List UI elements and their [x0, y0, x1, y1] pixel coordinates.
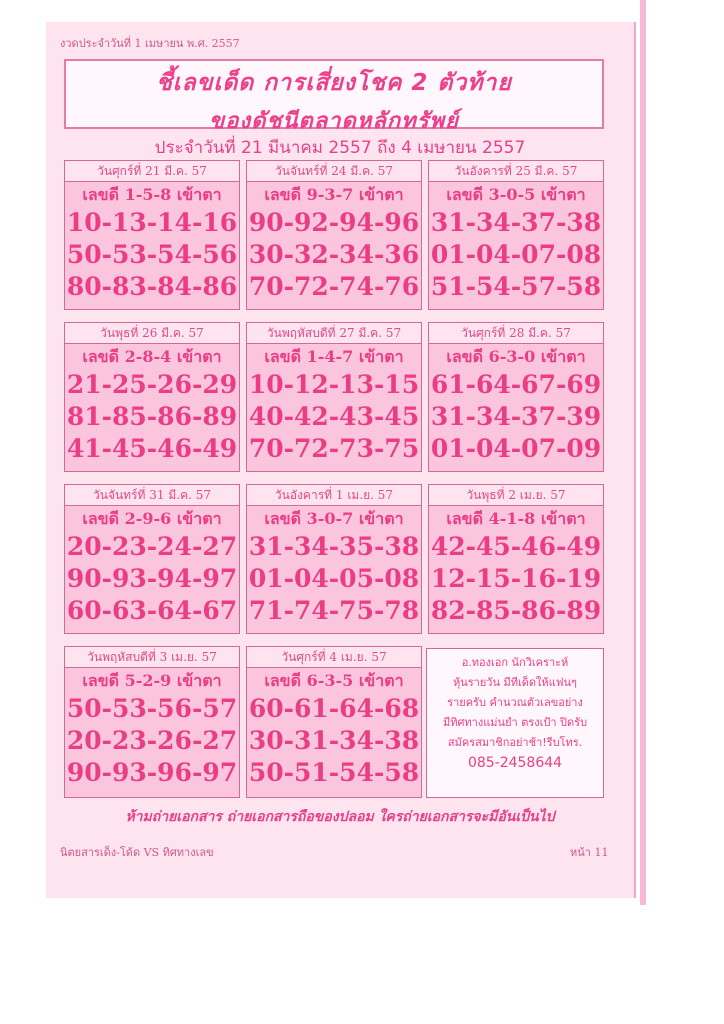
- number-row: 31-34-37-39: [430, 402, 602, 431]
- cell-date: วันพุธที่ 2 เม.ย. 57: [429, 485, 603, 506]
- forecast-cell: [428, 322, 604, 472]
- number-row: 31-34-37-38: [430, 208, 602, 237]
- number-row: 01-04-05-08: [248, 564, 420, 593]
- number-row: 42-45-46-49: [430, 532, 602, 561]
- cell-lead: เลขดี 4-1-8 เข้าตา: [446, 509, 586, 528]
- number-row: 01-04-07-09: [430, 434, 602, 463]
- number-row: 20-23-26-27: [66, 726, 238, 755]
- title-line-1: ชี้เลขเด็ด การเสี่ยงโชค 2 ตัวท้าย: [156, 70, 512, 96]
- number-row: 12-15-16-19: [430, 564, 602, 593]
- cell-date: วันพฤหัสบดีที่ 3 เม.ย. 57: [65, 647, 239, 668]
- cell-lead: เลขดี 6-3-0 เข้าตา: [446, 347, 586, 366]
- cell-date: วันศุกร์ที่ 28 มี.ค. 57: [429, 323, 603, 344]
- number-row: 90-93-96-97: [66, 758, 238, 787]
- number-row: 81-85-86-89: [66, 402, 238, 431]
- number-row: 30-31-34-38: [248, 726, 420, 755]
- page-edge: [640, 0, 646, 905]
- page-number: หน้า 11: [570, 846, 609, 859]
- number-row: 70-72-73-75: [248, 434, 420, 463]
- number-row: 60-63-64-67: [66, 596, 238, 625]
- info-line: หุ้นรายวัน มีทีเด็ดให้แฟนๆ: [453, 676, 577, 689]
- number-row: 90-93-94-97: [66, 564, 238, 593]
- number-row: 41-45-46-49: [66, 434, 238, 463]
- number-row: 30-32-34-36: [248, 240, 420, 269]
- title-box: [64, 59, 604, 134]
- cell-lead: เลขดี 9-3-7 เข้าตา: [264, 185, 404, 204]
- info-line: มีทิศทางแม่นยำ ตรงเป้า ปิดรับ: [442, 716, 588, 729]
- cell-date: วันศุกร์ที่ 4 เม.ย. 57: [247, 647, 421, 668]
- cell-lead: เลขดี 1-4-7 เข้าตา: [264, 347, 404, 366]
- cell-lead: เลขดี 1-5-8 เข้าตา: [82, 185, 222, 204]
- copy-warning: ห้ามถ่ายเอกสาร ถ่ายเอกสารถือของปลอม ใครถ่ายเอกสารจะมีอันเป็นไป: [125, 809, 555, 825]
- cell-lead: เลขดี 5-2-9 เข้าตา: [82, 671, 222, 690]
- number-row: 70-72-74-76: [248, 272, 420, 301]
- cell-date: วันจันทร์ที่ 24 มี.ค. 57: [247, 161, 421, 182]
- forecast-cell: [64, 484, 240, 634]
- number-row: 10-13-14-16: [66, 208, 238, 237]
- info-line: สมัครสมาชิกอย่าช้า!รีบโทร.: [447, 736, 583, 749]
- number-row: 31-34-35-38: [248, 532, 420, 561]
- number-row: 10-12-13-15: [248, 370, 420, 399]
- phone-number: 085-2458644: [467, 755, 563, 771]
- number-row: 51-54-57-58: [430, 272, 602, 301]
- cell-lead: เลขดี 6-3-5 เข้าตา: [264, 671, 404, 690]
- cell-date: วันอังคารที่ 1 เม.ย. 57: [247, 485, 421, 506]
- number-row: 50-51-54-58: [248, 758, 420, 787]
- analyst-info-box: [426, 648, 604, 798]
- cell-lead: เลขดี 2-9-6 เข้าตา: [82, 509, 222, 528]
- cell-date: วันพฤหัสบดีที่ 27 มี.ค. 57: [247, 323, 421, 344]
- forecast-cell: [246, 484, 422, 634]
- cell-date: วันพุธที่ 26 มี.ค. 57: [65, 323, 239, 344]
- forecast-cell: [246, 322, 422, 472]
- number-row: 50-53-54-56: [66, 240, 238, 269]
- cell-lead: เลขดี 3-0-5 เข้าตา: [446, 185, 586, 204]
- forecast-cell: [64, 322, 240, 472]
- cell-date: วันศุกร์ที่ 21 มี.ค. 57: [65, 161, 239, 182]
- forecast-cell: [428, 484, 604, 634]
- info-line: อ.ทองเอก นักวิเคราะห์: [461, 656, 569, 669]
- cell-lead: เลขดี 3-0-7 เข้าตา: [264, 509, 404, 528]
- forecast-cell: [64, 160, 240, 310]
- number-row: 01-04-07-08: [430, 240, 602, 269]
- date-range: ประจำวันที่ 21 มีนาคม 2557 ถึง 4 เมษายน 2557: [154, 138, 526, 158]
- number-row: 21-25-26-29: [66, 370, 238, 399]
- number-row: 50-53-56-57: [66, 694, 238, 723]
- number-row: 40-42-43-45: [248, 402, 420, 431]
- title-line-2: ของดัชนีตลาดหลักทรัพย์: [209, 109, 459, 134]
- cell-lead: เลขดี 2-8-4 เข้าตา: [82, 347, 222, 366]
- cell-date: วันจันทร์ที่ 31 มี.ค. 57: [65, 485, 239, 506]
- forecast-cell: [64, 646, 240, 798]
- number-row: 80-83-84-86: [66, 272, 238, 301]
- number-row: 20-23-24-27: [66, 532, 238, 561]
- number-row: 60-61-64-68: [248, 694, 420, 723]
- magazine-name: นิตยสารเด็ง-โด้ด VS ทิศทางเลข: [60, 846, 214, 859]
- forecast-cell: [246, 160, 422, 310]
- number-row: 90-92-94-96: [248, 208, 420, 237]
- cell-date: วันอังคารที่ 25 มี.ค. 57: [429, 161, 603, 182]
- number-row: 61-64-67-69: [430, 370, 602, 399]
- number-row: 82-85-86-89: [430, 596, 602, 625]
- issue-header: งวดประจำวันที่ 1 เมษายน พ.ศ. 2557: [60, 37, 240, 50]
- forecast-cell: [246, 646, 422, 798]
- number-row: 71-74-75-78: [248, 596, 420, 625]
- info-line: รายครับ คำนวณตัวเลขอย่าง: [447, 696, 583, 709]
- forecast-cell: [428, 160, 604, 310]
